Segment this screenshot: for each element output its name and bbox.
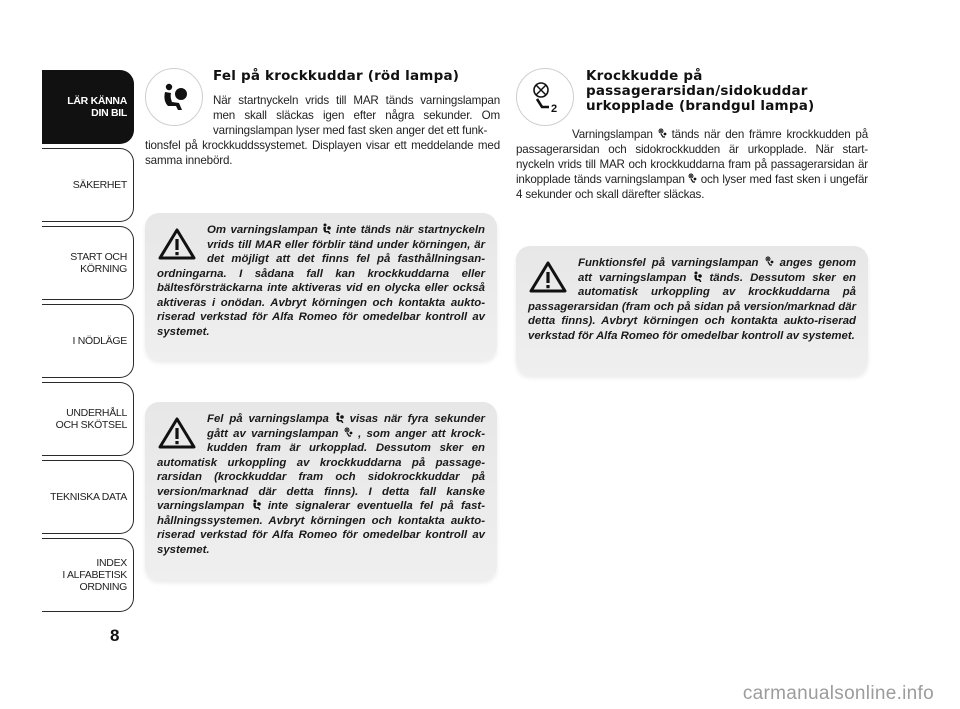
warning-triangle-icon [157,416,197,450]
body-text: och lyser med fast sken i ungefär 4 sekunder och skall därefter släckas. [516,173,868,201]
warning-text: inte signalerar eventuella fel på fast-hållningssystemen. Avbryt körningen och kontakta aukto-riserad verkstad för Alfa Romeo för omedelbar kontroll av systemet. [157,500,486,556]
airbag-warning-icon [693,271,702,282]
passenger-airbag-off-icon [658,128,667,139]
watermark: carmanualsonline.info [742,683,934,704]
section-passenger-airbag-off [516,68,868,202]
warning-triangle-icon [157,227,197,261]
warning-text: inte tänds när startnyckeln vrids till MAR eller förblir tänd under körningen, är det möjligt att det finns fel på fasthållningsan-ordningarna. I sådana fall kan krockkuddarna eller bältesförsträckarna inte aktiveras vid en olycka eller också aktiveras i onödan. Avbryt körningen och kontakta aukto-riserad verkstad för Alfa Romeo för omedelbar kontroll av systemet. [157,224,485,338]
tab-sakerhet[interactable] [42,148,134,222]
airbag-warning-icon [145,68,203,126]
airbag-warning-icon [335,412,344,423]
warning-text: tänds. Dessutom sker en automatisk urkoppling av krockkuddarna på passagerarsidan (fram och på sidan på version/marknad där detta finns). Avbryt körningen och kontakta aukto-riserad verkstad för Alfa Romeo för omedelbar kontroll av systemet. [528,271,856,342]
passenger-airbag-off-icon [765,256,774,267]
warning-box [145,402,497,580]
chapter-tabs [42,70,134,616]
tab-label: INDEX I ALFABETISK ORDNING [62,557,127,593]
warning-text: anges genom att varningslampan [578,257,857,284]
warning-text: , som anger att krock-kudden fram är urkopplad. Dessutom sker en automatisk urkoppling av krockkuddarna på passage-rarsidan (krockkuddar fram och sidokrockkuddar på version/marknad där detta finns). I detta fall kanske varningslampan [157,427,485,512]
tab-i-nodlage[interactable] [42,304,134,378]
tab-label: UNDERHÅLL OCH SKÖTSEL [55,407,127,431]
tab-index[interactable] [42,538,134,612]
airbag-warning-icon [252,499,261,510]
body-text: tionsfel på krockkuddssystemet. Displayen visar ett meddelande med samma innebörd. [145,139,500,167]
body-text: tänds när den främre krockkudden på passagerarsidan och sidokrockkudden är urkopplade. När start-nyckeln vrids till MAR och krockkuddarna fram på passagerarsidan är inkopplade tänds varningslampan [516,128,868,186]
section-header [516,68,868,126]
tab-label: TEKNISKA DATA [50,491,127,503]
airbag-warning-icon [322,223,331,234]
tab-label: START OCH KÖRNING [70,251,127,275]
page-number: 8 [110,626,120,645]
tab-tekniska-data[interactable] [42,460,134,534]
section-title: Krockkudde på passagerarsidan/sidokuddar urkopplade (brandgul lampa) [586,68,815,114]
warning-text: Fel på varningslampa [207,413,329,425]
passenger-airbag-off-icon [516,68,574,126]
passenger-airbag-off-icon [688,173,697,184]
tab-lar-kanna-din-bil[interactable] [42,70,134,144]
warning-text: Funktionsfel på varningslampan [578,257,759,269]
warning-text: visas när fyra sekunder gått av varningslampan [207,413,485,440]
body-text: Varningslampan [572,128,653,141]
warning-box [145,213,497,360]
warning-text: Om varningslampan [207,224,318,236]
section-title: Fel på krockkuddar (röd lampa) [213,68,460,84]
tab-label: SÄKERHET [72,179,127,191]
warning-box [516,246,868,375]
tab-underhall-och-skotsel[interactable] [42,382,134,456]
tab-label: LÄR KÄNNA DIN BIL [67,95,127,119]
tab-label: I NÖDLÄGE [72,335,127,347]
section-airbag-fault [145,68,500,168]
section-body [516,127,868,202]
section-header [145,68,500,126]
svg-text:2: 2 [551,103,558,115]
body-text: När startnyckeln vrids till MAR tänds varningslampan men skall släckas igen efter några sekunder. Om varningslampan lyser med fast sken anger det ett funk- [213,94,500,137]
passenger-airbag-off-icon [344,427,353,438]
tab-start-och-korning[interactable] [42,226,134,300]
warning-triangle-icon [528,260,568,294]
